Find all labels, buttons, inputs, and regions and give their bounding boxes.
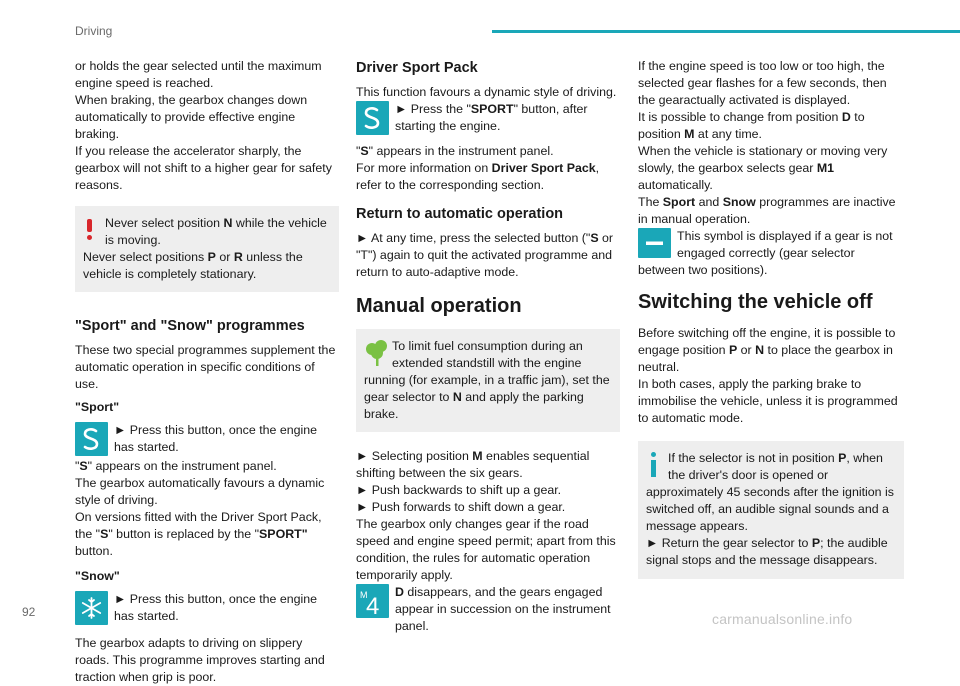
section-title: Switching the vehicle off [638,291,873,313]
paragraph: If the engine speed is too low or too high, the selected gear flashes for a few seconds, then the gearactually activated is displayed. [638,59,887,107]
snow-text: ► Press this button, once the engine has started. [114,592,318,623]
sport-button-instruction [75,422,339,458]
info-text-1: If the selector is not in position P, when the driver's door is opened or approximately 45 seconds after the ignition is switched off, an audible signal sounds and a message appears. [646,451,894,533]
gear-display-text: D disappears, and the gears engaged appear in succession on the instrument panel. [395,585,611,633]
paragraph: ► Push forwards to shift down a gear. [356,500,566,514]
page-number: 92 [22,605,36,619]
info-text-2: ► Return the gear selector to P; the audible signal stops and the message disappears. [646,536,888,567]
paragraph: ► At any time, press the selected button ("S or "T") again to quit the activated programme and return to auto-adaptive mode. [356,231,614,279]
paragraph: This function favours a dynamic style of driving. [356,85,617,99]
subheading-snow: "Snow" [75,569,120,583]
sport-pack-text: ► Press the "SPORT" button, after starting the engine. [395,102,588,133]
paragraph: The gearbox automatically favours a dynamic style of driving. [75,476,325,507]
warning-text-1: Never select position N while the vehicle is moving. [105,216,327,247]
svg-text:M: M [360,590,368,600]
paragraph: The gearbox only changes gear if the road speed and engine speed permit; apart from this condition, the rules for automatic operation temporarily apply. [356,517,616,582]
gear-m4-icon [356,584,389,618]
column-middle [356,58,620,635]
info-note [638,441,904,579]
eco-leaf-icon [364,338,392,368]
watermark: carmanualsonline.info [712,611,853,627]
paragraph: ► Selecting position M enables sequential shifting between the six gears. [356,449,590,480]
paragraph: If you release the accelerator sharply, the gearbox will not shift to a higher gear for safety reasons. [75,144,332,192]
sport-s-icon [75,422,108,456]
paragraph: ► Push backwards to shift up a gear. [356,483,562,497]
eco-note [356,329,620,432]
paragraph: The Sport and Snow programmes are inactive in manual operation. [638,195,896,226]
paragraph: These two special programmes supplement the automatic operation in specific conditions of use. [75,343,336,391]
sport-s-icon [356,101,389,135]
gear-warning-text: This symbol is displayed if a gear is not engaged correctly (gear selector between two positions). [638,229,893,277]
snow-button-instruction [75,591,339,627]
paragraph: When braking, the gearbox changes down automatically to provide effective engine braking. [75,93,308,141]
section-heading: "Sport" and "Snow" programmes [75,318,305,334]
column-left [75,58,339,686]
paragraph: In both cases, apply the parking brake to immobilise the vehicle, unless it is programmed to automatic mode. [638,377,898,425]
page-header-title: Driving [75,24,113,38]
section-heading: Driver Sport Pack [356,60,478,76]
section-title: Manual operation [356,295,522,317]
eco-text: To limit fuel consumption during an extended standstill with the engine running (for example, in a traffic jam), set the gear selector to N and apply the parking brake. [364,339,610,421]
paragraph: or holds the gear selected until the maximum engine speed is reached. [75,59,322,90]
gear-display-instruction [356,584,620,635]
snowflake-icon [75,591,108,625]
paragraph: It is possible to change from position D to position M at any time. [638,110,865,141]
paragraph: On versions fitted with the Driver Sport Pack, the "S" button is replaced by the "SPORT" button. [75,510,322,558]
paragraph: "S" appears on the instrument panel. [75,459,277,473]
svg-text:4: 4 [366,593,380,620]
dash-symbol-icon [638,228,671,258]
paragraph: "S" appears in the instrument panel. [356,144,554,158]
column-right [638,58,904,587]
gear-warning-instruction [638,228,904,279]
warning-icon [87,217,93,237]
subheading-sport: "Sport" [75,400,120,414]
sport-text: ► Press this button, once the engine has started. [114,423,318,454]
sport-pack-instruction [356,101,620,137]
paragraph: The gearbox adapts to driving on slippery roads. This programme improves starting and traction when grip is poor. [75,636,325,684]
info-icon [646,450,668,480]
warning-text-2: Never select positions P or R unless the vehicle is completely stationary. [83,250,303,281]
warning-note [75,206,339,292]
paragraph: For more information on Driver Sport Pack, refer to the corresponding section. [356,161,600,192]
header-accent-bar [492,30,960,33]
section-heading: Return to automatic operation [356,206,564,222]
paragraph: Before switching off the engine, it is possible to engage position P or N to place the gearbox in neutral. [638,326,896,374]
paragraph: When the vehicle is stationary or moving very slowly, the gearbox selects gear M1 automatically. [638,144,888,192]
